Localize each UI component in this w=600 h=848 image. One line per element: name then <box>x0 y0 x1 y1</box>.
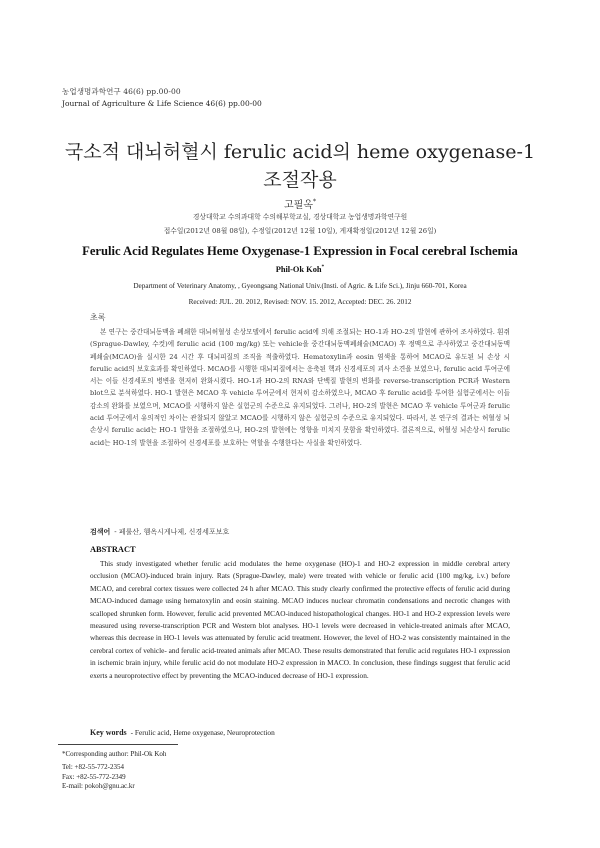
korean-dates: 접수일(2012년 08월 08일), 수정일(2012년 12월 10일), 게재확정일(2012년 12월 26일) <box>163 227 437 235</box>
english-keywords-list: - Ferulic acid, Heme oxygenase, Neuroprotection <box>130 728 275 737</box>
korean-affiliation: 경상대학교 수의과대학 수의해부학교실, 경상대학교 농업생명과학연구원 <box>192 213 408 221</box>
footnote-email: E-mail: pokoh@gnu.ac.kr <box>62 782 135 791</box>
journal-name-english: Journal of Agriculture & Life Science 46(6) pp.00-00 <box>62 99 262 108</box>
english-keywords-label: Key words <box>90 728 127 737</box>
english-dates: Received: JUL. 20. 2012, Revised: NOV. 15. 2012, Accepted: DEC. 26. 2012 <box>188 298 412 306</box>
footnote-fax: Fax: +82-55-772-2349 <box>62 772 126 781</box>
korean-title: 국소적 대뇌허혈시 ferulic acid의 heme oxygenase-1 조절작용 <box>64 141 536 191</box>
footnote-divider <box>58 744 178 745</box>
footnote-tel: Tel: +82-55-772-2354 <box>62 763 124 772</box>
korean-author-mark: * <box>312 198 316 206</box>
korean-abstract-heading: 초록 <box>90 313 106 322</box>
english-author-mark: * <box>321 264 325 270</box>
korean-keywords-label: 검색어 <box>90 527 111 536</box>
corresponding-author: *Corresponding author: Phil-Ok Koh <box>62 750 167 758</box>
english-affiliation: Department of Veterinary Anatomy, , Gyeongsang National Univ.(Insti. of Agric. & Life Sci.), Jinju 660-701, Korea <box>133 282 467 290</box>
english-keywords <box>90 728 275 737</box>
english-author-name: Phil-Ok Koh <box>275 264 322 274</box>
korean-keywords <box>90 527 229 537</box>
journal-name-korean: 농업생명과학연구 46(6) pp.00-00 <box>62 87 181 96</box>
english-abstract-body: This study investigated whether ferulic acid modulates the heme oxygenase (HO)-1 and HO-2 expression in middle cerebral artery occlusion (MCAO)-induced brain injury. Rats (Sprague-Dawley, male) were treated with vehicle or ferulic acid (100 mg/kg, i.v.) before MCAO, and cerebral cortex tissues were collected 24 h after MCAO. This study clearly confirmed the protective effects of ferulic acid during MCAO-induced damage using hematoxylin and eosin staining. MCAO induces nuclear chromatin condensations and necrotic changes with scalloped shrunken form. However, ferulic acid prevented MCAO-induced histopathological changes. HO-1 and HO-2 expression levels were measured using reverse-transcription PCR and Western blot analyses. HO-1 levels were decreased in vehicle-treated animals after MCAO, whereas this decrease in HO-1 levels was attenuated by ferulic acid treatment. However, the level of HO-2 was consistently maintained in the cerebral cortex of vehicle- and ferulic acid-treated animals after MCAO. These results demonstrated that ferulic acid regulates HO-1 expression in ischemic brain injury, while ferulic acid do not modulate HO-2 expression in MACO. In conclusion, these findings suggest that ferulic acid exerts a neuroprotective effect by preventing the MCAO-induced decrease of HO-1 expression. <box>90 559 510 680</box>
korean-keywords-list: - 페룰산, 헴옥시게나제, 신경세포보호 <box>114 528 230 536</box>
korean-author-name: 고필옥 <box>284 200 313 211</box>
korean-author <box>0 196 600 211</box>
running-header <box>62 86 542 108</box>
english-abstract-heading: ABSTRACT <box>90 545 136 554</box>
footnote <box>62 750 166 792</box>
korean-abstract-body: 본 연구는 중간대뇌동맥을 폐쇄한 대뇌허혈성 손상모델에서 ferulic acid에 의해 조절되는 HO-1과 HO-2의 발현에 관하여 조사하였다. 흰쥐(Sprague-Dawley, 수컷)에 ferulic acid (100 mg/kg) 또는 vehicle을 중간대뇌동맥폐쇄술(MCAO) 후 정맥으로 주사하였고 중간대뇌동맥폐쇄술(MCAO)을 실시한 24 시간 후 대뇌피질의 조직을 적출하였다. Hematoxylin과 eosin 염색을 통하여 MCAO로 유도된 뇌 손상 시 ferulic acid의 보호효과를 확인하였다. MCAO를 시행한 대뇌피질에서는 응축된 핵과 신경세포의 괴사 소견을 보였으나, ferulic acid 투여군에서는 이들 신경세포의 병변을 현저히 완화시켰다. HO-1과 HO-2의 RNA와 단백질 발현의 변화를 reverse-transcription PCR과 Western blot으로 분석하였다. HO-1 발현은 MCAO 후 vehicle 투여군에서 현저히 감소하였으나, MCAO 후 ferulic acid를 투여한 실험군에서는 이들 감소의 완화를 보였으며, MCAO를 시행하지 않은 실험군의 수준으로 유지되었다. 그러나, HO-2의 발현은 MCAO 후 vehicle 투여군과 ferulic acid 투여군에서 유의적인 차이는 관찰되지 않았고 MCAO를 시행하지 않은 실험군의 수준으로 유지되었다. 따라서, 본 연구의 결과는 허혈성 뇌 손상시 ferulic acid는 HO-1 발현을 조절하였으나, HO-2의 발현에는 영향을 미치지 못함을 확인하였다. 결론적으로, 허혈성 뇌손상시 ferulic acid는 HO-1의 발현을 조절하여 신경세포를 보호하는 역할을 수행한다는 사실을 확인하였다. <box>90 328 510 447</box>
english-title: Ferulic Acid Regulates Heme Oxygenase-1 Expression in Focal cerebral Ischemia <box>82 244 518 258</box>
english-author <box>0 264 600 274</box>
